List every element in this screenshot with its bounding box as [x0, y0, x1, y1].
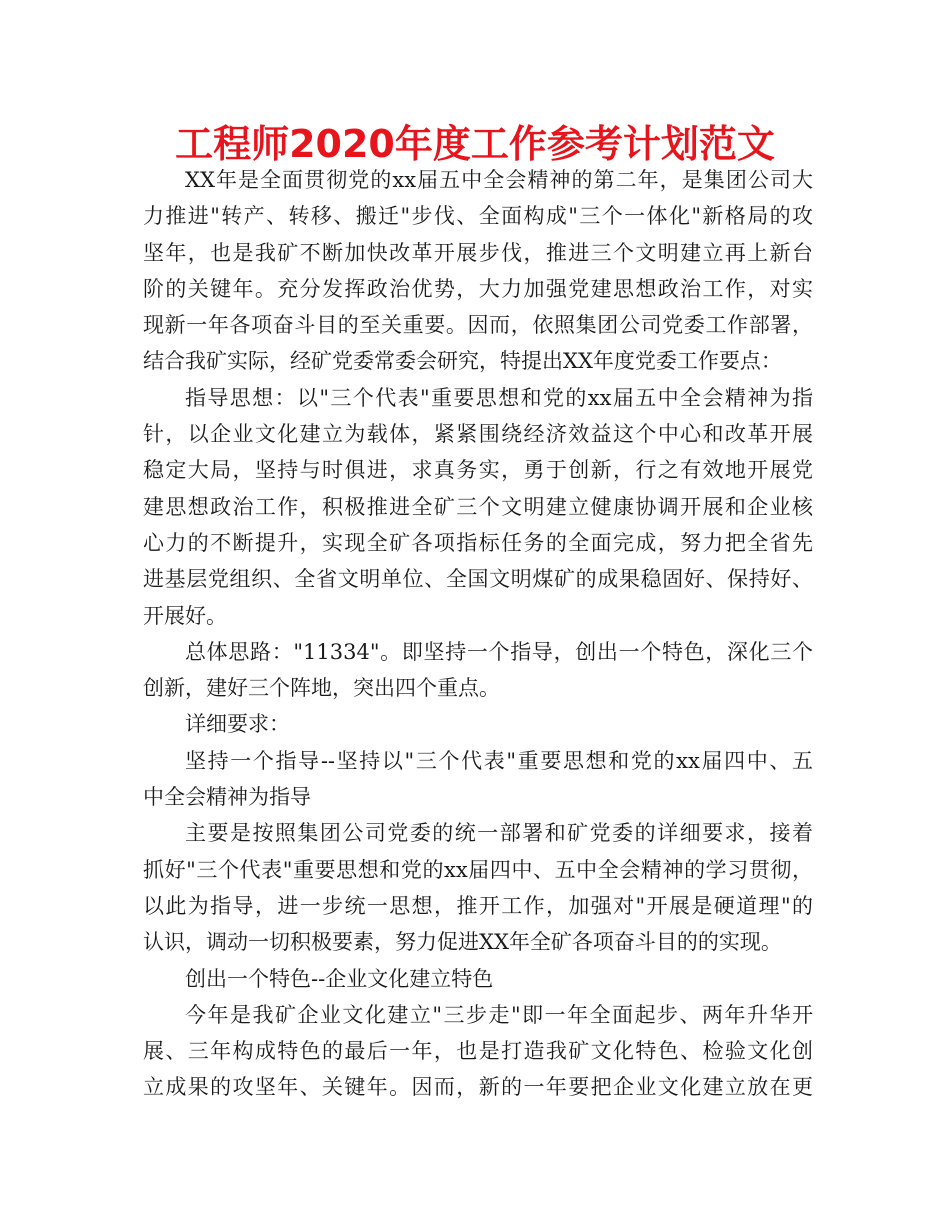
body-line: 坚年，也是我矿不断加快改革开展步伐，推进三个文明建立再上新台 [143, 240, 813, 265]
body-line: 总体思路："11334"。即坚持一个指导，创出一个特色，深化三个 [185, 639, 813, 664]
body-line: 稳定大局，坚持与时俱进，求真务实，勇于创新，行之有效地开展党 [143, 458, 813, 483]
body-line: 针，以企业文化建立为载体，紧紧围绕经济效益这个中心和改革开展 [143, 422, 813, 447]
document-body [143, 162, 813, 1106]
body-line: 建思想政治工作，积极推进全矿三个文明建立健康协调开展和企业核 [143, 494, 813, 519]
body-line: 以此为指导，进一步统一思想，推开工作，加强对"开展是硬道理"的 [143, 893, 813, 918]
body-line: 进基层党组织、全省文明单位、全国文明煤矿的成果稳固好、保持好、 [143, 567, 813, 592]
document-title: 工程师2020年度工作参考计划范文 [175, 122, 775, 166]
body-line: 坚持一个指导--坚持以"三个代表"重要思想和党的xx届四中、五 [185, 748, 813, 773]
body-line: 心力的不断提升，实现全矿各项指标任务的全面完成，努力把全省先 [143, 530, 813, 555]
body-line: 详细要求： [185, 712, 290, 737]
body-line: 开展好。 [143, 603, 227, 628]
body-line: 立成果的攻坚年、关键年。因而，新的一年要把企业文化建立放在更 [143, 1075, 813, 1100]
body-line: 现新一年各项奋斗目的至关重要。因而，依照集团公司党委工作部署， [143, 313, 813, 338]
body-line: 阶的关键年。充分发挥政治优势，大力加强党建思想政治工作，对实 [143, 276, 813, 301]
body-line: 结合我矿实际，经矿党委常委会研究，特提出XX年度党委工作要点： [143, 349, 782, 374]
body-line: 创新，建好三个阵地，突出四个重点。 [143, 676, 500, 701]
body-line: 力推进"转产、转移、搬迁"步伐、全面构成"三个一体化"新格局的攻 [143, 204, 813, 229]
body-line: 创出一个特色--企业文化建立特色 [185, 966, 494, 991]
body-line: 中全会精神为指导 [143, 785, 311, 810]
body-line: 今年是我矿企业文化建立"三步走"即一年全面起步、两年升华开 [185, 1002, 813, 1027]
body-line: XX年是全面贯彻党的xx届五中全会精神的第二年，是集团公司大 [185, 168, 813, 192]
body-line: 认识，调动一切积极要素，努力促进XX年全矿各项奋斗目的的实现。 [143, 930, 782, 955]
body-line: 抓好"三个代表"重要思想和党的xx届四中、五中全会精神的学习贯彻， [143, 857, 813, 882]
body-line: 指导思想：以"三个代表"重要思想和党的xx届五中全会精神为指 [185, 385, 813, 410]
body-line: 主要是按照集团公司党委的统一部署和矿党委的详细要求，接着 [185, 821, 813, 846]
body-line: 展、三年构成特色的最后一年，也是打造我矿文化特色、检验文化创 [143, 1039, 813, 1064]
